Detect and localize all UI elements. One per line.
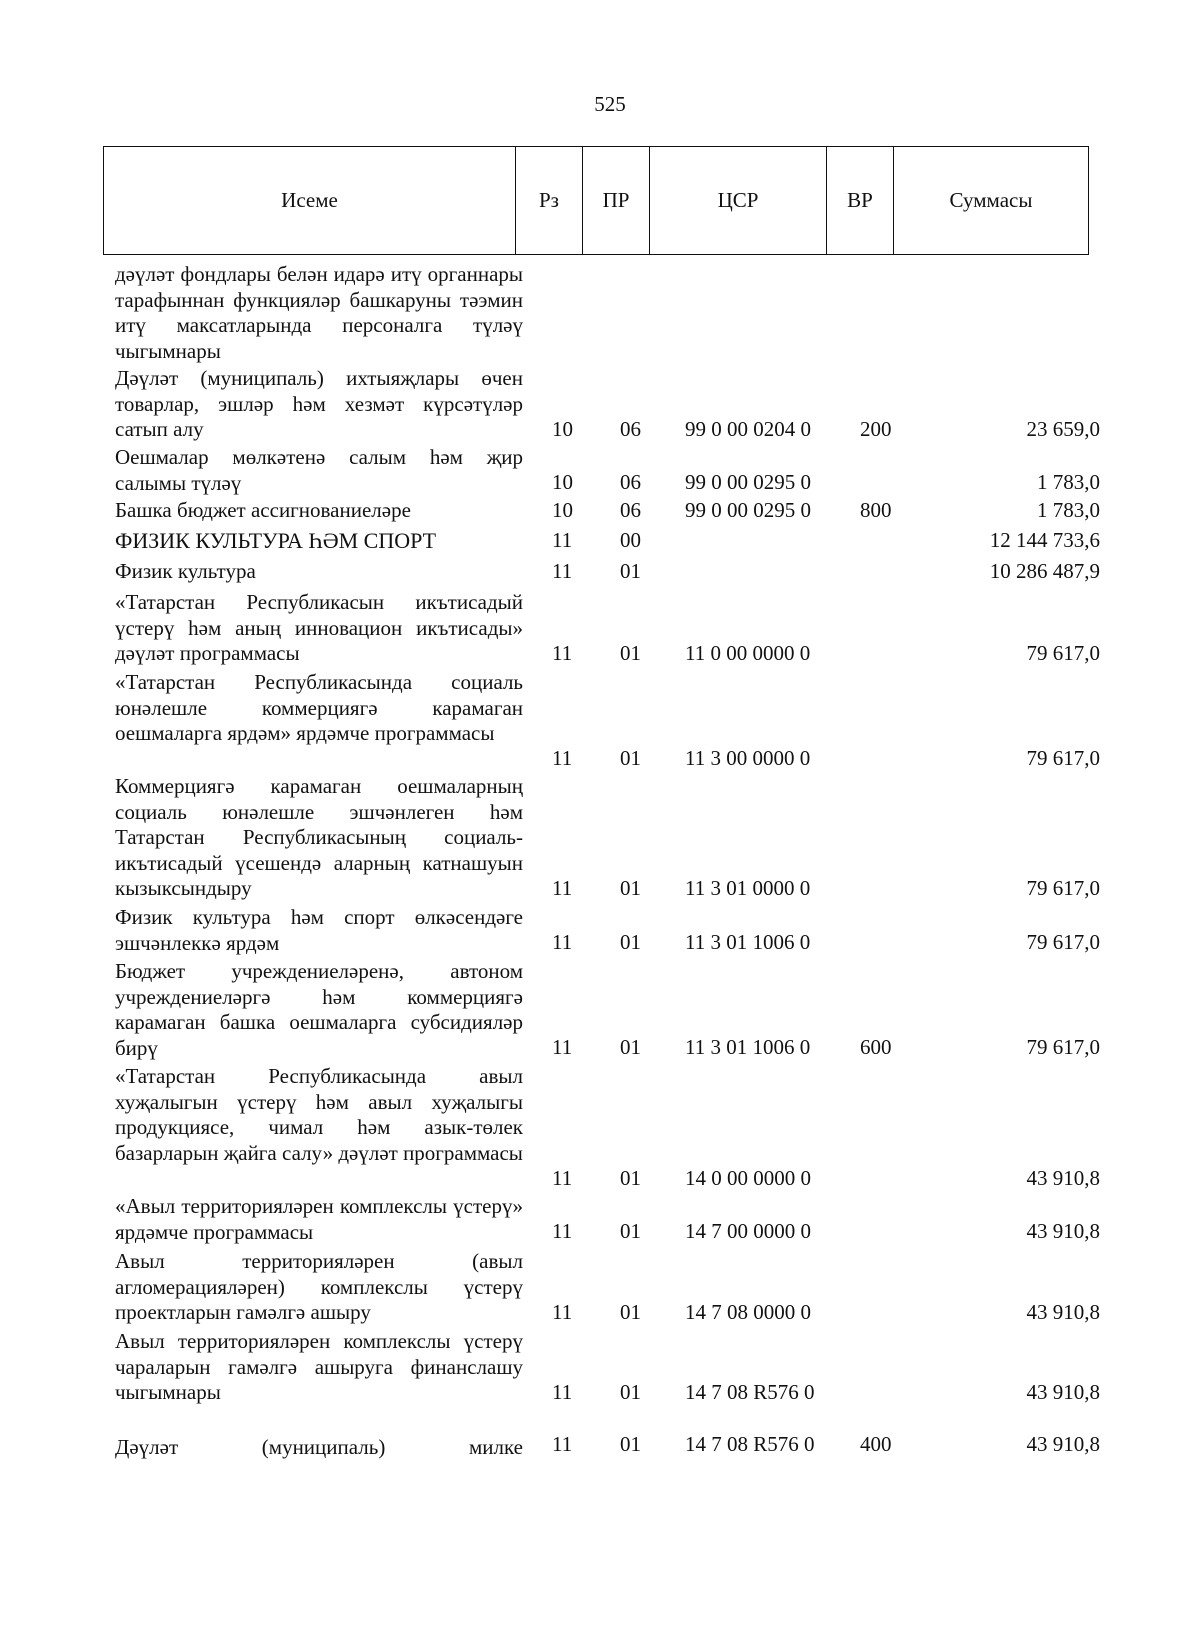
row-csr: 11 3 01 1006 0 bbox=[685, 930, 811, 954]
row-csr: 14 7 08 R576 0 bbox=[685, 1380, 815, 1404]
row-rz: 10 bbox=[552, 417, 573, 441]
row-rz: 11 bbox=[552, 1219, 573, 1243]
row-csr: 11 3 01 1006 0 bbox=[685, 1035, 811, 1059]
row-pr: 01 bbox=[620, 930, 641, 954]
row-name: Бюджет учреждениеләренә, автоном учреждениеләргә һәм коммерциягә карамаган башка оешмаларга субсидияләр бирү bbox=[115, 959, 523, 1060]
row-name: «Авыл территорияләрен комплекслы үстерү» ярдәмче программасы bbox=[115, 1194, 523, 1244]
row-rz: 11 bbox=[552, 746, 573, 770]
section-title: ФИЗИК КУЛЬТУРА ҺӘМ СПОРТ bbox=[115, 528, 437, 553]
row-pr: 01 bbox=[620, 746, 641, 770]
row-vr: 200 bbox=[860, 417, 892, 441]
row-rz: 11 bbox=[552, 1300, 573, 1324]
row-rz: 11 bbox=[552, 528, 573, 552]
row-sum: 79 617,0 bbox=[1026, 930, 1100, 954]
row-sum: 79 617,0 bbox=[1026, 641, 1100, 665]
row-rz: 11 bbox=[552, 876, 573, 900]
row-name: Оешмалар мөлкәтенә салым һәм җир салымы түләү bbox=[115, 445, 523, 495]
row-csr: 99 0 00 0204 0 bbox=[685, 417, 811, 441]
row-name: «Татарстан Республикасында авыл хуҗалыгын үстерү һәм авыл хуҗалыгы продукциясе, чимал һәм азык-төлек базарларын җайга салу» дәүләт программасы bbox=[115, 1064, 523, 1165]
row-vr: 800 bbox=[860, 498, 892, 522]
last-row-word: милке bbox=[468, 1435, 523, 1459]
header-vr: ВР bbox=[827, 147, 894, 255]
last-row-rz: 11 bbox=[552, 1432, 573, 1456]
row-sum: 43 910,8 bbox=[1026, 1219, 1100, 1243]
row-rz: 10 bbox=[552, 498, 573, 522]
row-sum: 1 783,0 bbox=[1037, 470, 1100, 494]
row-sum: 79 617,0 bbox=[1026, 1035, 1100, 1059]
row-rz: 10 bbox=[552, 470, 573, 494]
row-pr: 01 bbox=[620, 1166, 641, 1190]
row-name: Авыл территорияләрен (авыл агломерацияләрен) комплекслы үстерү проектларын гамәлгә ашыру bbox=[115, 1249, 523, 1324]
row-pr: 06 bbox=[620, 417, 641, 441]
row-sum: 79 617,0 bbox=[1026, 876, 1100, 900]
row-name: «Татарстан Республикасында социаль юнәлешле коммерциягә карамаган оешмаларга ярдәм» ярдәмче программасы bbox=[115, 670, 523, 745]
row-pr: 01 bbox=[620, 876, 641, 900]
row-sum: 10 286 487,9 bbox=[989, 559, 1100, 583]
row-pr: 01 bbox=[620, 1219, 641, 1243]
last-row-pr: 01 bbox=[620, 1432, 641, 1456]
last-row-csr: 14 7 08 R576 0 bbox=[685, 1432, 815, 1456]
row-name: Дәүләт (муниципаль) ихтыяҗлары өчен товарлар, эшләр һәм хезмәт күрсәтүләр сатып алу bbox=[115, 366, 523, 441]
row-pr: 06 bbox=[620, 470, 641, 494]
last-row-name bbox=[115, 1435, 523, 1460]
row-name: дәүләт фондлары белән идарә итү органнары тарафыннан функцияләр башкаруны тәэмин итү максатларында персоналга түләү чыгымнары bbox=[115, 262, 523, 363]
header-pr: ПР bbox=[583, 147, 650, 255]
row-name: Физик культура һәм спорт өлкәсендәге эшчәнлеккә ярдәм bbox=[115, 905, 523, 955]
row-pr: 01 bbox=[620, 1380, 641, 1404]
row-csr: 11 3 01 0000 0 bbox=[685, 876, 811, 900]
header-name: Исеме bbox=[104, 147, 516, 255]
row-name: Коммерциягә карамаган оешмаларның социаль юнәлешле эшчәнлеген һәм Татарстан Республикасының социаль-икътисадый үсешендә аларның катнашуын кызыксындыру bbox=[115, 774, 523, 900]
row-pr: 01 bbox=[620, 559, 641, 583]
row-pr: 00 bbox=[620, 528, 641, 552]
row-rz: 11 bbox=[552, 1380, 573, 1404]
row-rz: 11 bbox=[552, 930, 573, 954]
row-sum: 23 659,0 bbox=[1026, 417, 1100, 441]
row-sum: 43 910,8 bbox=[1026, 1166, 1100, 1190]
header-sum: Суммасы bbox=[894, 147, 1089, 255]
header-rz: Рз bbox=[516, 147, 583, 255]
row-name: «Татарстан Республикасын икътисадый үстерү һәм аның инновацион икътисады» дәүләт программасы bbox=[115, 590, 523, 665]
row-pr: 01 bbox=[620, 641, 641, 665]
row-csr: 14 0 00 0000 0 bbox=[685, 1166, 811, 1190]
last-row-sum: 43 910,8 bbox=[1026, 1432, 1100, 1456]
row-sum: 43 910,8 bbox=[1026, 1300, 1100, 1324]
row-csr: 11 0 00 0000 0 bbox=[685, 641, 811, 665]
row-name: Физик культура bbox=[115, 559, 256, 583]
last-row-word: (муниципаль) bbox=[261, 1435, 386, 1459]
last-row-vr: 400 bbox=[860, 1432, 892, 1456]
row-vr: 600 bbox=[860, 1035, 892, 1059]
row-sum: 1 783,0 bbox=[1037, 498, 1100, 522]
row-sum: 12 144 733,6 bbox=[989, 528, 1100, 552]
page-number: 525 bbox=[594, 92, 626, 116]
row-rz: 11 bbox=[552, 1035, 573, 1059]
row-csr: 14 7 00 0000 0 bbox=[685, 1219, 811, 1243]
row-rz: 11 bbox=[552, 641, 573, 665]
row-name: Авыл территорияләрен комплекслы үстерү чараларын гамәлгә ашыруга финанслашу чыгымнары bbox=[115, 1329, 523, 1404]
last-row-word: Дәүләт bbox=[115, 1435, 179, 1459]
row-sum: 43 910,8 bbox=[1026, 1380, 1100, 1404]
row-rz: 11 bbox=[552, 559, 573, 583]
row-csr: 11 3 00 0000 0 bbox=[685, 746, 811, 770]
row-name: Башка бюджет ассигнованиеләре bbox=[115, 498, 411, 522]
row-rz: 11 bbox=[552, 1166, 573, 1190]
row-csr: 99 0 00 0295 0 bbox=[685, 470, 811, 494]
table-header bbox=[103, 146, 1089, 255]
row-pr: 01 bbox=[620, 1300, 641, 1324]
row-csr: 14 7 08 0000 0 bbox=[685, 1300, 811, 1324]
row-pr: 01 bbox=[620, 1035, 641, 1059]
row-csr: 99 0 00 0295 0 bbox=[685, 498, 811, 522]
row-pr: 06 bbox=[620, 498, 641, 522]
row-sum: 79 617,0 bbox=[1026, 746, 1100, 770]
header-csr: ЦСР bbox=[650, 147, 827, 255]
